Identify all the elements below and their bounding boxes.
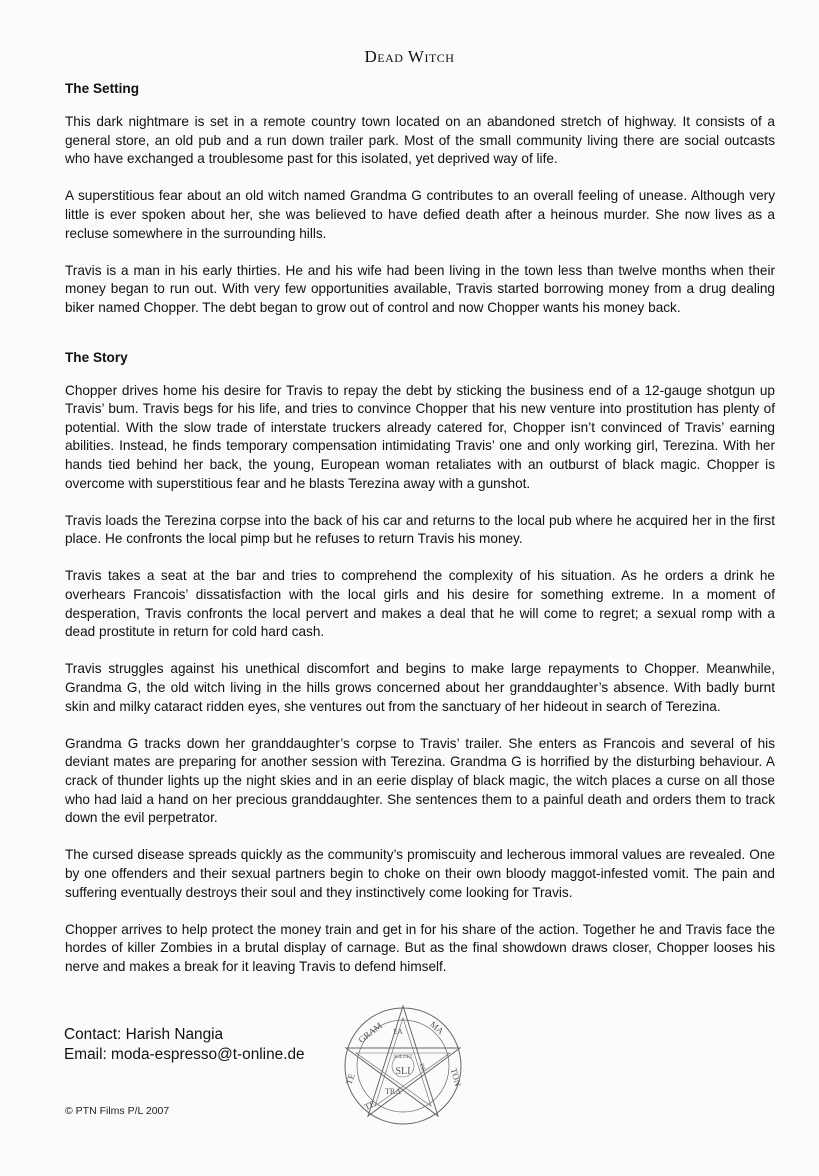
seal-inscription: MA (428, 1019, 446, 1037)
document-body (65, 80, 775, 995)
seal-inscription: TRA (385, 1087, 401, 1096)
paragraph: Travis struggles against his unethical discomfort and begins to make large repayments to Chopper. Meanwhile, Grandma G, the old witch living in the hills grows concerned about her granddaughter’s absence. With badly burnt skin and milky cataract ridden eyes, she ventures out from the sanctuary of her hideout in search of Terezina. (65, 661, 775, 714)
seal-inscription: DE (417, 1062, 427, 1073)
seal-inscription: TE (343, 1072, 357, 1086)
paragraph: Travis loads the Terezina corpse into the back of his car and returns to the local pub where he acquired her in the first place. He confronts the local pimp but he refuses to return Travis his money. (65, 512, 775, 547)
contact-email: Email: moda-espresso@t-online.de (64, 1046, 305, 1063)
paragraph: A superstitious fear about an old witch named Grandma G contributes to an overall feeling of unease. Although very little is ever spoken about her, she was believed to have defied death after a heinous murder. She now lives as a recluse somewhere in the surrounding hills. (65, 188, 775, 241)
copyright-notice: © PTN Films P/L 2007 (65, 1105, 170, 1117)
seal-inscription: TON (448, 1067, 464, 1088)
seal-inscription: TE (362, 1098, 377, 1113)
paragraph: Grandma G tracks down her granddaughter’s corpse to Travis’ trailer. She enters as Francois and several of his deviant mates are preparing for another session with Terezina. Grandma G is horrified by the disturbing behaviour. A crack of thunder lights up the night skies and in an eerie display of black magic, the witch places a curse on all those who had laid a hand on her precious granddaughter. She sentences them to a painful death and orders them to track down the evil perpetrator. (65, 735, 775, 826)
section-heading-setting: The Setting (65, 81, 140, 96)
contact-block (64, 1025, 305, 1065)
paragraph: Travis takes a seat at the bar and tries to comprehend the complexity of his situation. As he orders a drink he overhears Francois’ dissatisfaction with the local girls and his desire for something extreme. In a moment of desperation, Travis confronts the local pervert and makes a deal that he will come to regret; a sexual romp with a dead prostitute in return for cold hard cash. (65, 568, 775, 640)
seal-inscription: SLI (395, 1066, 411, 1077)
paragraph: This dark nightmare is set in a remote country town located on an abandoned stretch of highway. It consists of a general store, an old pub and a run down trailer park. Most of the small community living there are social outcasts who have exchanged a troublesome past for this isolated, yet deprived way of life. (65, 114, 775, 167)
seal-inscription: EA (393, 1028, 403, 1036)
paragraph: Chopper arrives to help protect the money train and get in for his share of the action. Together he and Travis face the hordes of killer Zombies in a brutal display of carnage. But as the final showdown draws closer, Chopper looses his nerve and makes a break for it leaving Travis to defend himself. (65, 921, 775, 974)
seal-inscription: GRAM (356, 1020, 384, 1045)
section-heading-story: The Story (65, 349, 128, 365)
paragraph: The cursed disease spreads quickly as the community’s promiscuity and lecherous immoral values are revealed. One by one offenders and their sexual partners begin to choke on their own bloody maggot-infested vomit. The pain and suffering eventually destroys their soul and they instinctively come looking for Travis. (65, 847, 775, 900)
document-title: Dead Witch (364, 47, 455, 66)
pentagram-seal-icon (335, 998, 471, 1134)
paragraph: Travis is a man in his early thirties. He and his wife had been living in the town less than twelve months when their money began to run out. With very few opportunities available, Travis started borrowing money from a drug dealing biker named Chopper. The debt began to grow out of control and now Chopper wants his money back. (65, 262, 775, 315)
paragraph: Chopper drives home his desire for Travis to repay the debt by sticking the business end of a 12-gauge shotgun up Travis’ bum. Travis begs for his life, and tries to convince Chopper that his new venture into prostitution has plenty of potential. With the slow trade of interstate truckers already catered for, Chopper isn’t convinced of Travis’ earning abilities. Instead, he finds temporary compensation intimidating Travis’ one and only working girl, Terezina. With her hands tied behind her back, the young, European woman retaliates with an outburst of black magic. Chopper is overcome with superstitious fear and he blasts Terezina away with a gunshot. (65, 382, 775, 491)
contact-name: Contact: Harish Nangia (64, 1026, 224, 1043)
seal-inscription: SOLOET (393, 1055, 413, 1060)
